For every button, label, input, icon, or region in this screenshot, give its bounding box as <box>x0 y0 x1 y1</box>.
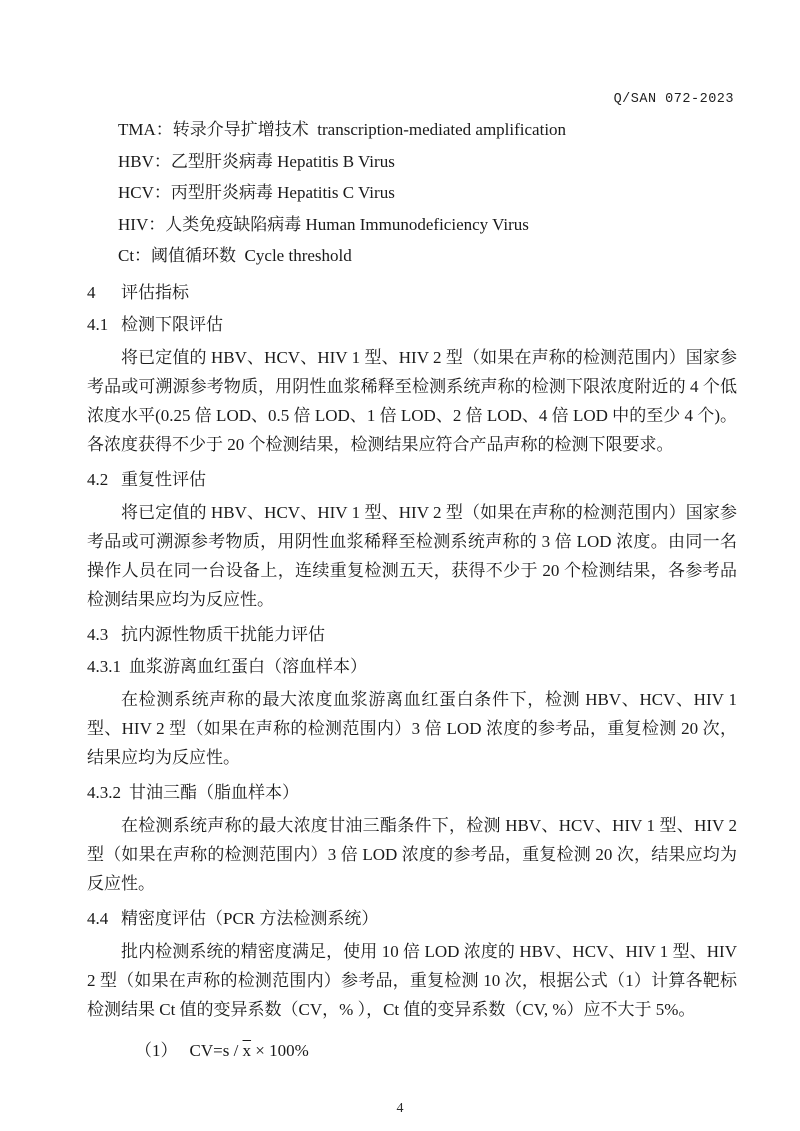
section-title: 甘油三酯（脂血样本） <box>129 782 299 802</box>
section-heading-4-4 <box>87 904 737 933</box>
paragraph-4-2: 将已定值的 HBV、HCV、HIV 1 型、HIV 2 型（如果在声称的检测范围内）国家参考品或可溯源参考物质，用阴性血浆稀释至检测系统声称的 3 倍 LOD 浓度。由同一名操作人员在同一台设备上，连续重复检测五天，获得不少于 20 个检测结果，各参考品检测结果应均为反应性。 <box>87 502 737 609</box>
paragraph-4-1: 将已定值的 HBV、HCV、HIV 1 型、HIV 2 型（如果在声称的检测范围内）国家参考品或可溯源参考物质，用阴性血浆稀释至检测系统声称的检测下限浓度附近的 4 个低浓度水平(0.25 倍 LOD、0.5 倍 LOD、1 倍 LOD、2 倍 LOD、4 倍 LOD 中的至少 4 个)。各浓度获得不少于 20 个检测结果，检测结果应符合产品声称的检测下限要求。 <box>87 347 737 454</box>
definition-line-hiv: HIV：人类免疫缺陷病毒 Human Immunodeficiency Virus <box>118 214 529 234</box>
section-heading-4-2 <box>87 465 737 494</box>
document-content <box>87 114 737 1065</box>
formula-prefix: CV=s / <box>189 1040 243 1060</box>
section-heading-4 <box>87 278 737 307</box>
formula-expression <box>190 1041 309 1060</box>
section-title: 检测下限评估 <box>121 314 223 334</box>
paragraph-4-4: 批内检测系统的精密度满足，使用 10 倍 LOD 浓度的 HBV、HCV、HIV 1 型、HIV 2 型（如果在声称的检测范围内）参考品，重复检测 10 次，根据公式（1）计算各靶标检测结果 Ct 值的变异系数（CV，% ），Ct 值的变异系数（CV, %）应不大于 5%。 <box>87 941 737 1019</box>
section-number: 4.1 <box>87 314 109 334</box>
formula-suffix: × 100% <box>251 1040 309 1060</box>
section-title: 抗内源性物质干扰能力评估 <box>121 624 325 644</box>
x-bar: $\overline{x}$ <box>242 1040 252 1060</box>
page-number: 4 <box>396 1101 404 1116</box>
formula-label: （1） <box>135 1040 178 1060</box>
section-number: 4.3.1 <box>87 656 121 676</box>
definition-line-tma: TMA：转录介导扩增技术 transcription-mediated amplification <box>118 120 567 139</box>
abbreviation-list <box>87 114 737 272</box>
section-heading-4-1 <box>87 310 737 339</box>
section-heading-4-3-1 <box>87 652 737 681</box>
section-title: 评估指标 <box>121 282 189 302</box>
section-number: 4.3.2 <box>87 782 121 802</box>
section-number: 4 <box>87 282 96 302</box>
formula-cv <box>87 1036 737 1065</box>
section-heading-4-3-2 <box>87 778 737 807</box>
section-heading-4-3 <box>87 620 737 649</box>
paragraph-4-3-1: 在检测系统声称的最大浓度血浆游离血红蛋白条件下，检测 HBV、HCV、HIV 1 型、HIV 2 型（如果在声称的检测范围内）3 倍 LOD 浓度的参考品，重复检测 20 次，结果应均为反应性。 <box>87 689 737 767</box>
section-title: 血浆游离血红蛋白（溶血样本） <box>129 656 367 676</box>
section-title: 重复性评估 <box>121 469 206 489</box>
definition-line-hcv: HCV：丙型肝炎病毒 Hepatitis C Virus <box>118 183 395 202</box>
section-title: 精密度评估（PCR 方法检测系统） <box>121 908 379 928</box>
section-number: 4.2 <box>87 469 109 489</box>
section-number: 4.4 <box>87 908 109 928</box>
definition-line-hbv: HBV：乙型肝炎病毒 Hepatitis B Virus <box>118 151 395 171</box>
section-list <box>87 278 737 1065</box>
section-number: 4.3 <box>87 624 109 644</box>
doc-number-header: Q/SAN 072-2023 <box>613 92 734 107</box>
paragraph-4-3-2: 在检测系统声称的最大浓度甘油三酯条件下，检测 HBV、HCV、HIV 1 型、HIV 2 型（如果在声称的检测范围内）3 倍 LOD 浓度的参考品，重复检测 20 次，结果应均为反应性。 <box>87 815 737 893</box>
definition-line-ct: Ct：阈值循环数 Cycle threshold <box>118 246 352 265</box>
